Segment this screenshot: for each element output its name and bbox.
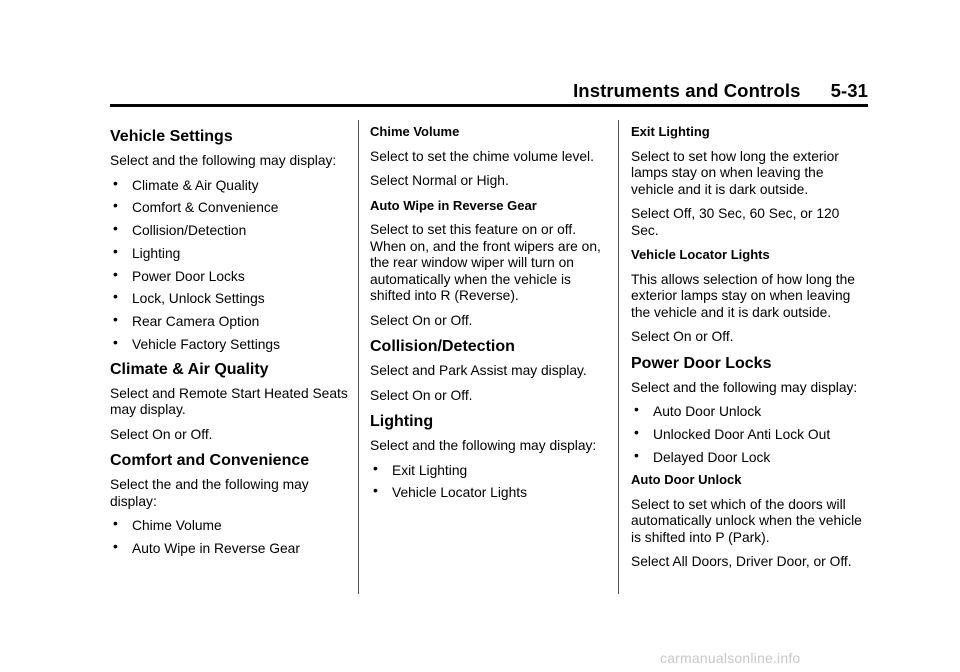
list-item-label: Chime Volume — [132, 518, 222, 534]
paragraph: This allows selection of how long the exterior lamps stay on when leaving the vehicle and it is dark outside. — [631, 271, 855, 320]
subheading-chime-volume: Chime Volume — [370, 124, 460, 139]
list-power-door-locks — [631, 401, 869, 466]
bullet-icon: • — [113, 515, 118, 532]
paragraph: Select Off, 30 Sec, 60 Sec, or 120 Sec. — [631, 206, 840, 238]
heading-vehicle-settings: Vehicle Settings — [110, 128, 233, 145]
bullet-icon: • — [634, 423, 639, 440]
paragraph: Select and Remote Start Heated Seats may display. — [110, 385, 348, 418]
section-title: Instruments and Controls — [573, 80, 801, 101]
paragraph: Select and the following may display: — [110, 153, 337, 168]
bullet-icon: • — [113, 334, 118, 351]
column-divider — [618, 120, 619, 594]
subheading-auto-door-unlock: Auto Door Unlock — [631, 472, 742, 488]
list-item — [110, 242, 348, 263]
bullet-icon: • — [113, 265, 118, 282]
paragraph: Select On or Off. — [110, 426, 213, 442]
list-item-label: Vehicle Factory Settings — [132, 337, 281, 353]
column-divider — [358, 120, 359, 594]
list-item-label: Auto Wipe in Reverse Gear — [132, 541, 300, 557]
watermark: carmanualsonline.info — [660, 650, 801, 666]
list-item — [110, 515, 348, 535]
list-item — [110, 174, 348, 195]
bullet-icon: • — [634, 401, 639, 417]
heading-power-door-locks: Power Door Locks — [631, 354, 772, 372]
list-item-label: Exit Lighting — [392, 462, 468, 478]
heading-comfort-convenience: Comfort and Convenience — [110, 452, 310, 470]
list-item-label: Lock, Unlock Settings — [132, 291, 265, 307]
heading-collision-detection: Collision/Detection — [370, 338, 515, 355]
list-item — [370, 482, 608, 502]
paragraph: Select All Doors, Driver Door, or Off. — [631, 554, 852, 570]
paragraph: Select to set how long the exterior lamps stay on when leaving the vehicle and it is dark outside. — [631, 148, 839, 197]
page-number: 5-31 — [830, 80, 868, 101]
list-item — [110, 334, 348, 354]
paragraph: Select On or Off. — [631, 329, 734, 344]
bullet-icon: • — [113, 311, 118, 328]
list-item-label: Auto Door Unlock — [653, 404, 762, 419]
paragraph: Select and the following may display: — [631, 379, 858, 395]
list-comfort — [110, 515, 348, 557]
list-lighting — [370, 459, 608, 502]
paragraph: Select and Park Assist may display. — [370, 363, 587, 378]
list-item — [110, 311, 348, 331]
paragraph: Select Normal or High. — [370, 173, 509, 188]
header-rule — [110, 104, 868, 107]
paragraph: Select to set this feature on or off. When on, and the front wipers are on, the rear window wiper will turn on automatically when the vehicle is shifted into R (Reverse). — [370, 222, 601, 303]
bullet-icon: • — [373, 459, 378, 476]
heading-climate-air-quality: Climate & Air Quality — [110, 360, 269, 378]
heading-lighting: Lighting — [370, 413, 434, 430]
bullet-icon: • — [113, 174, 118, 191]
bullet-icon: • — [113, 538, 118, 555]
list-item-label: Delayed Door Lock — [653, 449, 771, 465]
paragraph: Select and the following may display: — [370, 438, 597, 453]
bullet-icon: • — [113, 242, 118, 259]
list-item-label: Unlocked Door Anti Lock Out — [653, 426, 831, 442]
list-item — [110, 220, 348, 240]
list-item — [110, 288, 348, 308]
bullet-icon: • — [113, 288, 118, 305]
subheading-exit-lighting: Exit Lighting — [631, 124, 710, 139]
column-1 — [110, 124, 348, 564]
list-item-label: Rear Camera Option — [132, 314, 260, 330]
bullet-icon: • — [113, 220, 118, 237]
bullet-icon: • — [113, 197, 118, 214]
paragraph: Select to set which of the doors will automatically unlock when the vehicle is shifted into P (Park). — [631, 496, 862, 545]
list-item — [110, 265, 348, 286]
list-item-label: Comfort & Convenience — [132, 200, 279, 216]
list-item — [370, 459, 608, 480]
paragraph: Select On or Off. — [370, 312, 473, 328]
list-item — [110, 538, 348, 558]
list-item-label: Lighting — [132, 245, 181, 261]
list-item — [110, 197, 348, 217]
running-header — [110, 80, 868, 102]
list-item-label: Vehicle Locator Lights — [392, 485, 527, 501]
list-item — [631, 446, 869, 467]
list-item — [631, 423, 869, 444]
bullet-icon: • — [634, 446, 639, 463]
subheading-vehicle-locator-lights: Vehicle Locator Lights — [631, 247, 770, 262]
paragraph: Select the and the following may display: — [110, 477, 309, 509]
list-item-label: Collision/Detection — [132, 223, 247, 239]
list-item-label: Power Door Locks — [132, 268, 245, 284]
paragraph: Select to set the chime volume level. — [370, 148, 594, 164]
column-2 — [370, 124, 608, 508]
list-item-label: Climate & Air Quality — [132, 177, 259, 193]
list-vehicle-settings — [110, 174, 348, 354]
paragraph: Select On or Off. — [370, 387, 473, 403]
list-item — [631, 401, 869, 421]
bullet-icon: • — [373, 482, 378, 499]
column-3 — [631, 124, 869, 579]
subheading-auto-wipe: Auto Wipe in Reverse Gear — [370, 197, 537, 213]
